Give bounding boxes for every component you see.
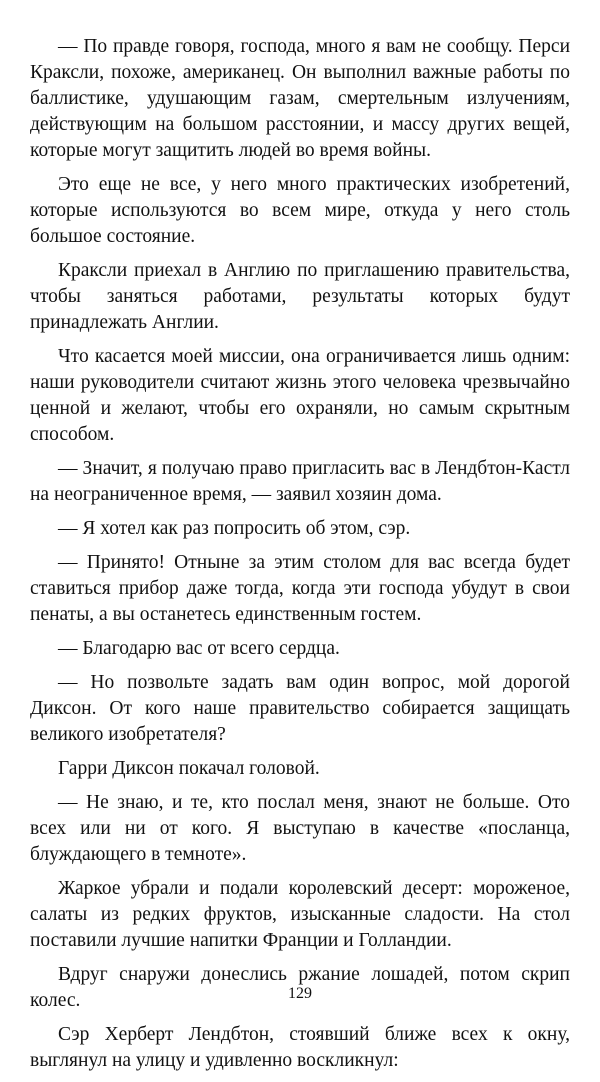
paragraph-12: Жаркое убрали и подали королевский десерт: мороженое, салаты из редких фруктов, изысканные сладости. На стол поставили лучшие напитки Франции и Голландии.: [30, 878, 570, 951]
paragraph-2: Это еще не все, у него много практических изобретений, которые используются во всем мире, откуда у него столь большое состояние.: [30, 174, 570, 247]
paragraph-11: — Не знаю, и те, кто послал меня, знают не больше. Ото всех или ни от кого. Я выступаю в качестве «посланца, блуждающего в темноте».: [30, 792, 570, 865]
paragraph-14: Сэр Херберт Лендбтон, стоявший ближе всех к окну, выглянул на улицу и удивленно воскликнул:: [30, 1024, 570, 1071]
paragraph-4: Что касается моей миссии, она ограничивается лишь одним: наши руководители считают жизнь этого человека чрезвычайно ценной и желают, чтобы его охраняли, но самым скрытным способом.: [30, 346, 570, 445]
paragraph-5: — Значит, я получаю право пригласить вас в Лендбтон-Кастл на неограниченное время, — заявил хозяин дома.: [30, 458, 570, 505]
paragraph-7: — Принято! Отныне за этим столом для вас всегда будет ставиться прибор даже тогда, когда эти господа убудут в свои пенаты, а вы останетесь единственным гостем.: [30, 552, 570, 625]
paragraph-8: — Благодарю вас от всего сердца.: [58, 638, 340, 659]
body-text: [30, 34, 570, 1082]
paragraph-13: Вдруг снаружи донеслись ржание лошадей, потом скрип колес.: [30, 964, 570, 1011]
paragraph-3: Краксли приехал в Англию по приглашению правительства, чтобы заняться работами, результаты которых будут принадлежать Англии.: [30, 260, 570, 333]
paragraph-6: — Я хотел как раз попросить об этом, сэр.: [58, 518, 411, 539]
paragraph-10: Гарри Диксон покачал головой.: [58, 758, 320, 779]
paragraph-1: — По правде говоря, господа, много я вам не сообщу. Перси Краксли, похоже, американец. Он выполнил важные работы по баллистике, удушающим газам, смертельным излучениям, действующим на большом расстоянии, и массу других вещей, которые могут защитить людей во время войны.: [30, 36, 570, 161]
page-number: 129: [288, 985, 312, 1002]
paragraph-9: — Но позвольте задать вам один вопрос, мой дорогой Диксон. От кого наше правительство собирается защищать великого изобретателя?: [30, 672, 570, 745]
